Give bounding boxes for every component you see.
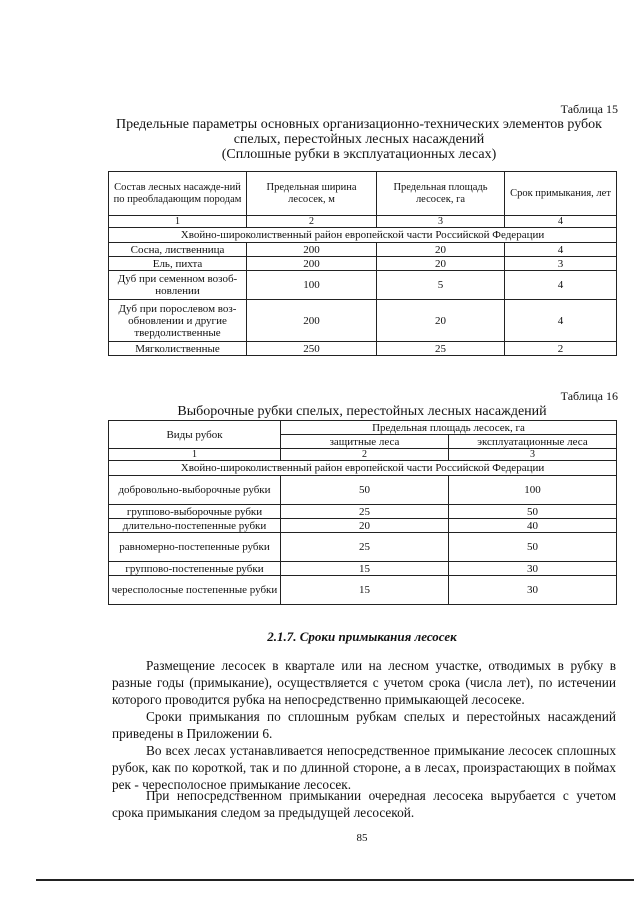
table16-cell-protect: 50 [281,476,449,505]
table15-cell-area: 25 [377,342,505,356]
table-row [109,576,617,605]
bottom-rule [36,879,634,881]
section-paragraph: Сроки примыкания по сплошным рубкам спелых и перестойных насаждений приведены в Приложении 6. [112,709,616,741]
table16-cell-exploit: 40 [449,519,617,533]
table15-title [100,117,618,162]
table-row [109,533,617,562]
table15 [108,171,617,356]
table15-cell-name: Ель, пихта [109,257,247,271]
table16-col-number: 3 [449,449,617,461]
table16-cell-name: группово-постепенные рубки [109,562,281,576]
table16-header-type: Виды рубок [109,421,281,449]
table16-cell-exploit: 30 [449,562,617,576]
table15-col-number: 3 [377,216,505,228]
table16-cell-protect: 15 [281,562,449,576]
table15-col-number: 4 [505,216,617,228]
table-row [109,271,617,300]
table15-header-row [109,172,617,216]
table16-cell-name: равномерно-постепенные рубки [109,533,281,562]
table16-cell-exploit: 100 [449,476,617,505]
table16-cell-exploit: 50 [449,505,617,519]
table16-label: Таблица 16 [560,389,618,403]
table16-region-row [109,461,617,476]
table-row [109,257,617,271]
table15-col-number: 1 [109,216,247,228]
table16-cell-name: добровольно-выборочные рубки [109,476,281,505]
table15-cell-name: Мягколиственные [109,342,247,356]
section-paragraph: Во всех лесах устанавливается непосредственное примыкание лесосек сплошных рубок, как по короткой, так и по длинной стороне, а в лесах, произрастающих в поймах рек - чересполосное примыкание лесосек. [112,743,616,792]
table15-cell-name: Сосна, лиственница [109,243,247,257]
table15-cell-area: 20 [377,300,505,342]
table15-title-line: Предельные параметры основных организационно-технических элементов рубок [116,117,602,132]
table15-title-line: (Сплошные рубки в эксплуатационных лесах) [221,147,497,162]
table15-cell-name: Дуб при порослевом воз-обновлении и другие твердолиственные [109,300,247,342]
table16-cell-exploit: 50 [449,533,617,562]
table15-cell-area: 20 [377,243,505,257]
table15-cell-term: 4 [505,271,617,300]
table-row [109,300,617,342]
table15-cell-term: 4 [505,243,617,257]
table16-cell-name: чересполосные постепенные рубки [109,576,281,605]
table16-cell-protect: 15 [281,576,449,605]
table16-cell-protect: 25 [281,505,449,519]
table15-title-line: спелых, перестойных лесных насаждений [233,132,485,147]
table15-cell-name: Дуб при семенном возоб-новлении [109,271,247,300]
table15-cell-width: 200 [247,243,377,257]
section-paragraph: При непосредственном примыкании очередная лесосека вырубается с учетом срока примыкания следом за предыдущей лесосекой. [112,788,616,820]
table16-header-protect: защитные леса [281,435,449,449]
table-row [109,505,617,519]
table-row [109,519,617,533]
table16-number-row [109,449,617,461]
page-number: 85 [356,832,368,844]
table-row [109,342,617,356]
table15-header-composition: Состав лесных насажде-ний по преобладающим породам [109,172,247,216]
table15-cell-term: 3 [505,257,617,271]
table15-cell-width: 100 [247,271,377,300]
table16-cell-protect: 25 [281,533,449,562]
table16-cell-name: группово-выборочные рубки [109,505,281,519]
table16-header-exploit: эксплуатационные леса [449,435,617,449]
table15-cell-area: 5 [377,271,505,300]
table16-title: Выборочные рубки спелых, перестойных лесных насаждений [177,404,547,419]
table15-header-term: Срок примыкания, лет [505,172,617,216]
table16-cell-name: длительно-постепенные рубки [109,519,281,533]
table-row [109,243,617,257]
table16-cell-protect: 20 [281,519,449,533]
table15-header-area: Предельная площадь лесосек, га [377,172,505,216]
table15-region-row [109,228,617,243]
table15-col-number: 2 [247,216,377,228]
table16-region: Хвойно-широколиственный район европейской части Российской Федерации [109,461,617,476]
table15-number-row [109,216,617,228]
section-paragraph: Размещение лесосек в квартале или на лесном участке, отводимых в рубку в разные годы (примыкание), осуществляется с учетом срока (числа лет), по истечении которого проводится рубка на непосредственно примыкающей лесосеке. [112,658,616,707]
table15-cell-term: 4 [505,300,617,342]
table16-header-row [109,421,617,435]
table15-header-width: Предельная ширина лесосек, м [247,172,377,216]
table15-label: Таблица 15 [560,102,618,116]
table15-cell-width: 200 [247,257,377,271]
table15-region: Хвойно-широколиственный район европейской части Российской Федерации [109,228,617,243]
table15-cell-area: 20 [377,257,505,271]
table-row [109,476,617,505]
section-heading: 2.1.7. Сроки примыкания лесосек [267,629,457,644]
table16-col-number: 2 [281,449,449,461]
table16-col-number: 1 [109,449,281,461]
table15-cell-term: 2 [505,342,617,356]
table15-cell-width: 250 [247,342,377,356]
table-row [109,562,617,576]
table15-cell-width: 200 [247,300,377,342]
table16-header-area: Предельная площадь лесосек, га [281,421,617,435]
table16 [108,420,617,605]
table16-cell-exploit: 30 [449,576,617,605]
